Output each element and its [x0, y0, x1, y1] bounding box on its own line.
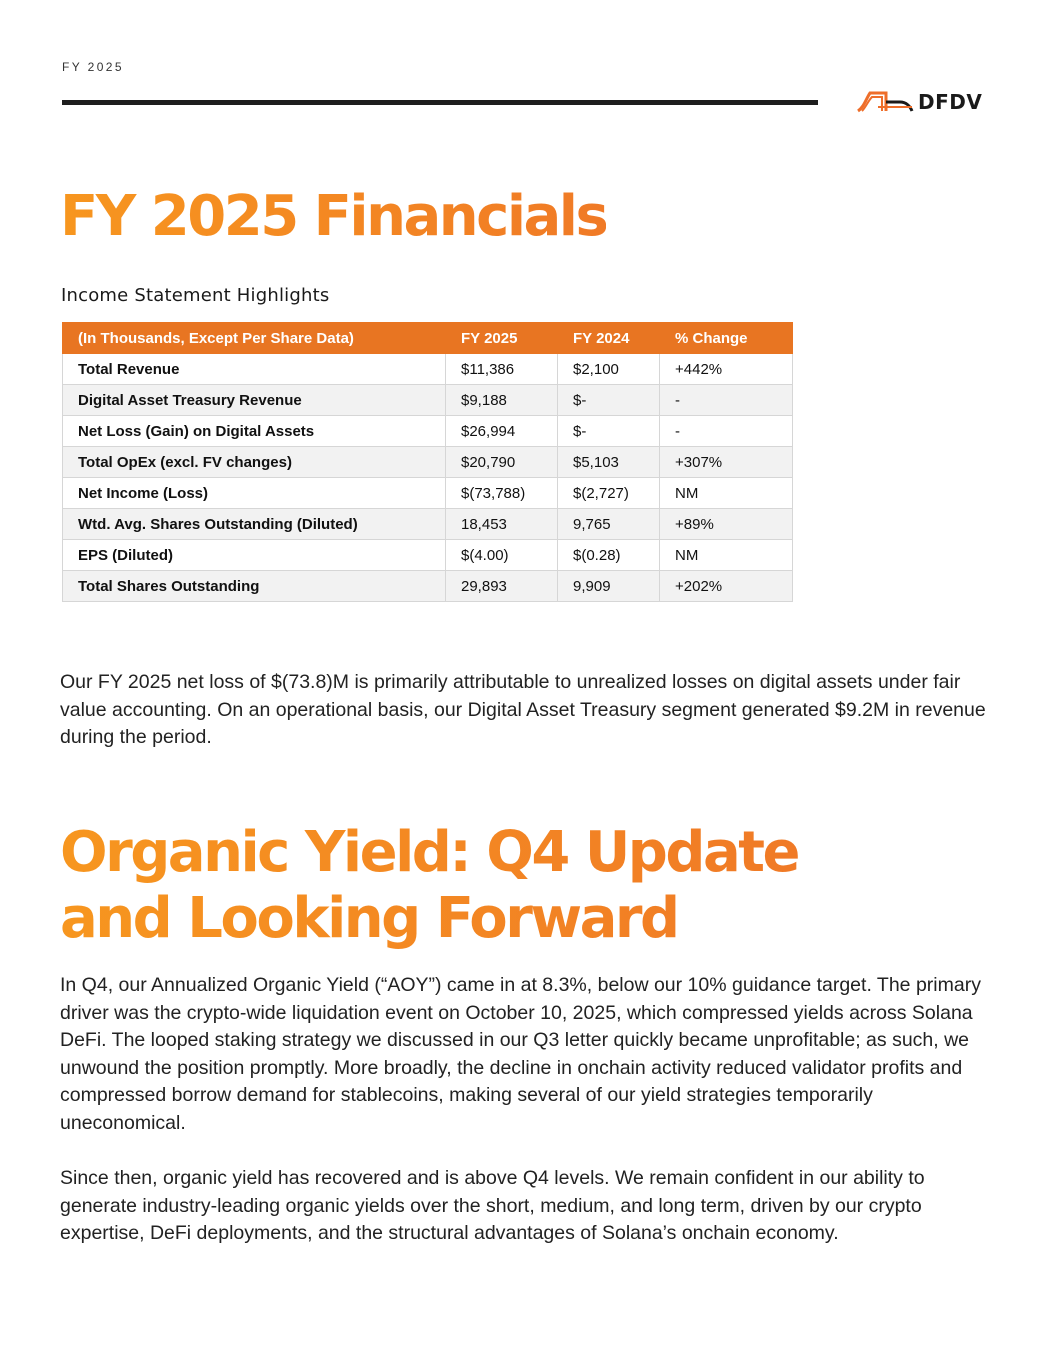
organic-yield-paragraph-1: In Q4, our Annualized Organic Yield (“AOY”) came in at 8.3%, below our 10% guidance target. The primary driver was the crypto-wide liquidation event on October 10, 2025, which compressed yields across Solana DeFi. The looped staking strategy we discussed in our Q3 letter quickly became unprofitable; as such, we unwound the position promptly. More broadly, the decline in onchain activity reduced validator profits and compressed borrow demand for stablecoins, making several of our yield strategies temporarily uneconomical. [60, 974, 981, 1134]
table-cell: $2,100 [558, 354, 660, 385]
table-cell: 29,893 [446, 571, 558, 602]
income-statement-subtitle: Income Statement Highlights [61, 285, 330, 306]
table-row [63, 385, 793, 416]
table-cell: +307% [660, 447, 793, 478]
document-period-label: FY 2025 [62, 60, 124, 74]
row-label: Total OpEx (excl. FV changes) [63, 447, 446, 478]
organic-yield-title [60, 820, 798, 952]
organic-yield-title-line2: and Looking Forward [60, 886, 678, 951]
dfdv-arch-logo-icon [856, 89, 916, 115]
table-cell: $(4.00) [446, 540, 558, 571]
row-label: Net Income (Loss) [63, 478, 446, 509]
company-logo [856, 88, 996, 116]
row-label: Wtd. Avg. Shares Outstanding (Diluted) [63, 509, 446, 540]
table-row [63, 478, 793, 509]
logo-wordmark: DFDV [918, 90, 983, 114]
table-cell: $20,790 [446, 447, 558, 478]
column-header: (In Thousands, Except Per Share Data) [63, 323, 446, 354]
column-header: FY 2024 [558, 323, 660, 354]
table-cell: - [660, 385, 793, 416]
table-cell: $(73,788) [446, 478, 558, 509]
table-cell: +202% [660, 571, 793, 602]
row-label: Total Shares Outstanding [63, 571, 446, 602]
income-statement-table [62, 322, 793, 602]
table-cell: $11,386 [446, 354, 558, 385]
financials-summary-paragraph: Our FY 2025 net loss of $(73.8)M is primarily attributable to unrealized losses on digital assets under fair value accounting. On an operational basis, our Digital Asset Treasury segment generated $9.2M in revenue during the period. [60, 671, 986, 748]
table-header-row [63, 323, 793, 354]
table-cell: $(0.28) [558, 540, 660, 571]
table-cell: - [660, 416, 793, 447]
table-row [63, 509, 793, 540]
table-cell: 9,909 [558, 571, 660, 602]
row-label: Total Revenue [63, 354, 446, 385]
table-row [63, 416, 793, 447]
table-cell: $(2,727) [558, 478, 660, 509]
table-cell: +89% [660, 509, 793, 540]
table-cell: NM [660, 540, 793, 571]
column-header: FY 2025 [446, 323, 558, 354]
table-cell: $9,188 [446, 385, 558, 416]
table-cell: 9,765 [558, 509, 660, 540]
table-cell: $5,103 [558, 447, 660, 478]
organic-yield-title-line1: Organic Yield: Q4 Update [60, 820, 798, 885]
row-label: Net Loss (Gain) on Digital Assets [63, 416, 446, 447]
row-label: Digital Asset Treasury Revenue [63, 385, 446, 416]
table-row [63, 571, 793, 602]
table-cell: $- [558, 385, 660, 416]
header-rule [62, 100, 818, 105]
table-cell: 18,453 [446, 509, 558, 540]
row-label: EPS (Diluted) [63, 540, 446, 571]
table-row [63, 447, 793, 478]
column-header: % Change [660, 323, 793, 354]
organic-yield-paragraph-2: Since then, organic yield has recovered and is above Q4 levels. We remain confident in our ability to generate industry-leading organic yields over the short, medium, and long term, driven by our crypto expertise, DeFi deployments, and the structural advantages of Solana’s onchain economy. [60, 1167, 925, 1244]
table-cell: +442% [660, 354, 793, 385]
table-cell: $26,994 [446, 416, 558, 447]
table-row [63, 354, 793, 385]
table-row [63, 540, 793, 571]
table-cell: NM [660, 478, 793, 509]
table-cell: $- [558, 416, 660, 447]
financials-title: FY 2025 Financials [60, 184, 607, 249]
